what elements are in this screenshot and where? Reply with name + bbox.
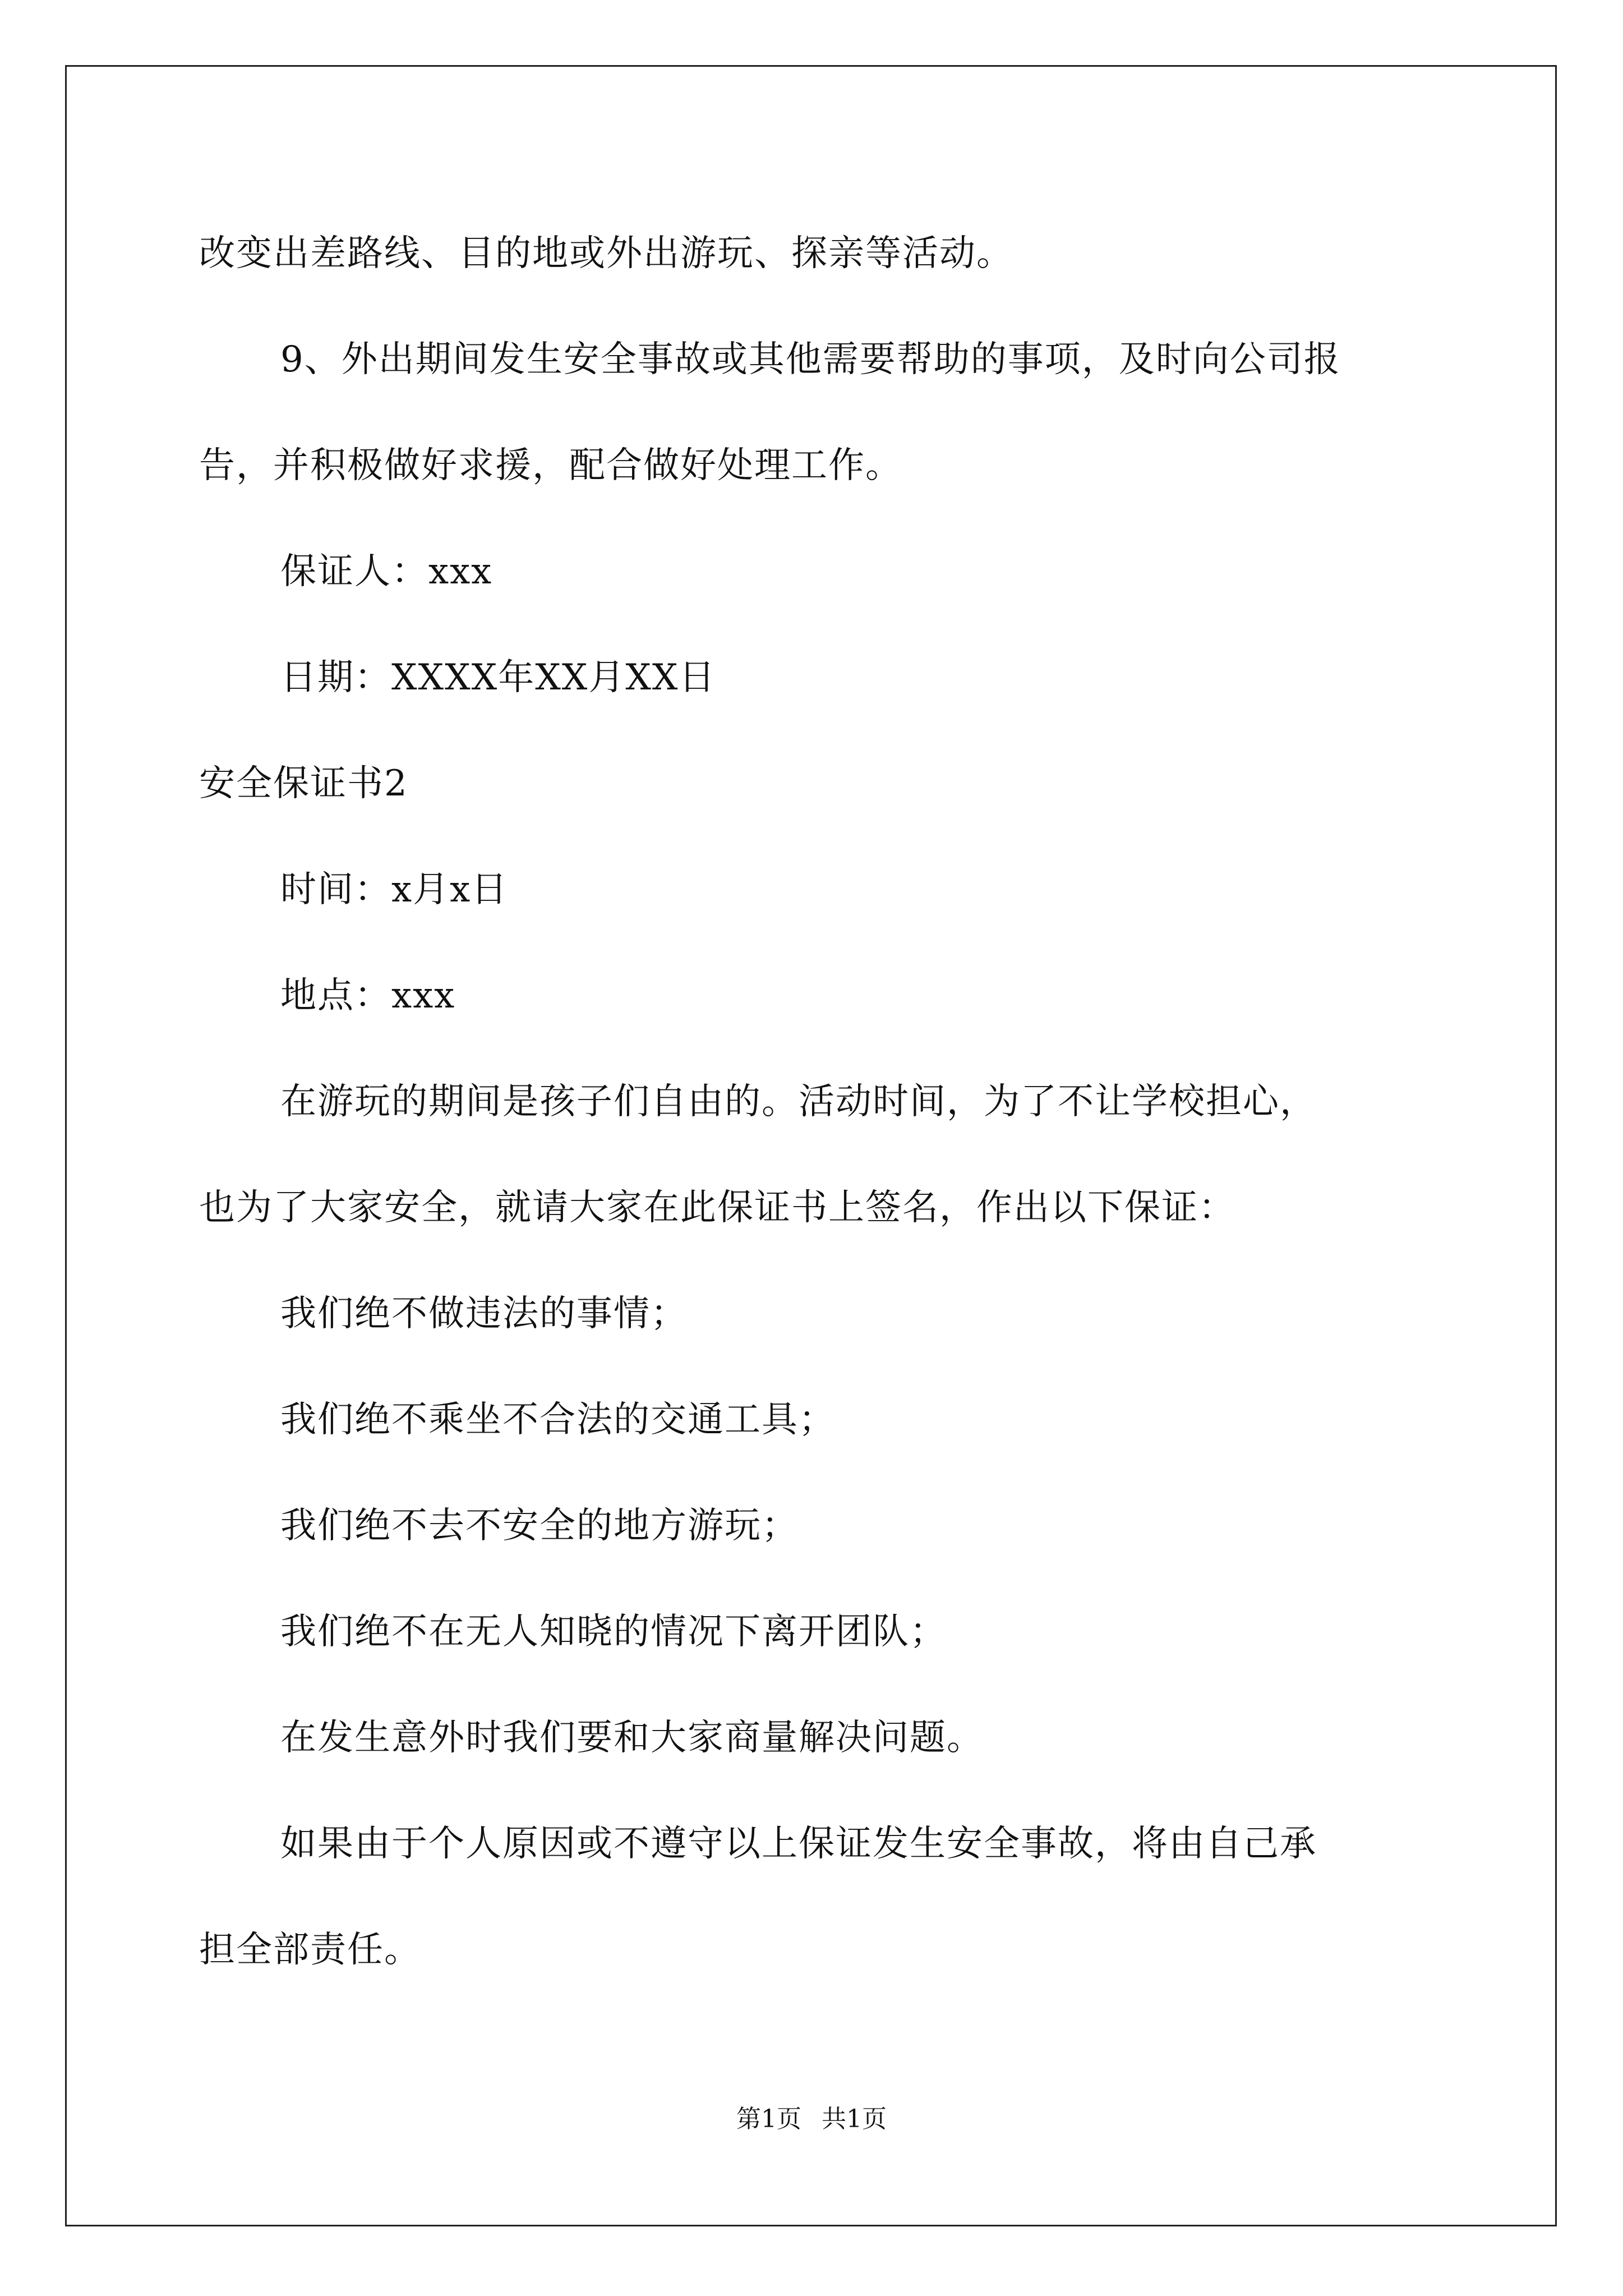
page-number: 第1页 (736, 2105, 801, 2133)
page-border (65, 65, 1557, 2226)
page-footer (0, 2104, 1623, 2135)
pledge-item: 在发生意外时我们要和大家商量解决问题。 (280, 1717, 984, 1759)
pledge-item: 我们绝不去不安全的地方游玩； (280, 1505, 799, 1547)
body-line: 担全部责任。 (199, 1929, 421, 1971)
page-total: 共1页 (822, 2105, 887, 2133)
pledge-item: 我们绝不乘坐不合法的交通工具； (280, 1399, 836, 1441)
date-line: 日期：XXXX年XX月XX日 (280, 657, 716, 698)
section-heading: 安全保证书2 (199, 763, 408, 804)
body-line: 告，并积极做好求援，配合做好处理工作。 (199, 445, 902, 486)
guarantor-line: 保证人：xxx (280, 551, 493, 592)
body-line: 也为了大家安全，就请大家在此保证书上签名，作出以下保证： (199, 1187, 1235, 1228)
pledge-item: 我们绝不在无人知晓的情况下离开团队； (280, 1611, 947, 1653)
body-line: 如果由于个人原因或不遵守以上保证发生安全事故，将由自己承 (280, 1823, 1317, 1865)
body-line: 改变出差路线、目的地或外出游玩、探亲等活动。 (199, 233, 1013, 274)
body-line: 9、外出期间发生安全事故或其他需要帮助的事项，及时向公司报 (280, 339, 1341, 380)
pledge-item: 我们绝不做违法的事情； (280, 1293, 688, 1335)
location-line: 地点：xxx (280, 975, 456, 1016)
time-line: 时间：x月x日 (280, 869, 509, 910)
body-line: 在游玩的期间是孩子们自由的。活动时间，为了不让学校担心， (280, 1081, 1317, 1122)
